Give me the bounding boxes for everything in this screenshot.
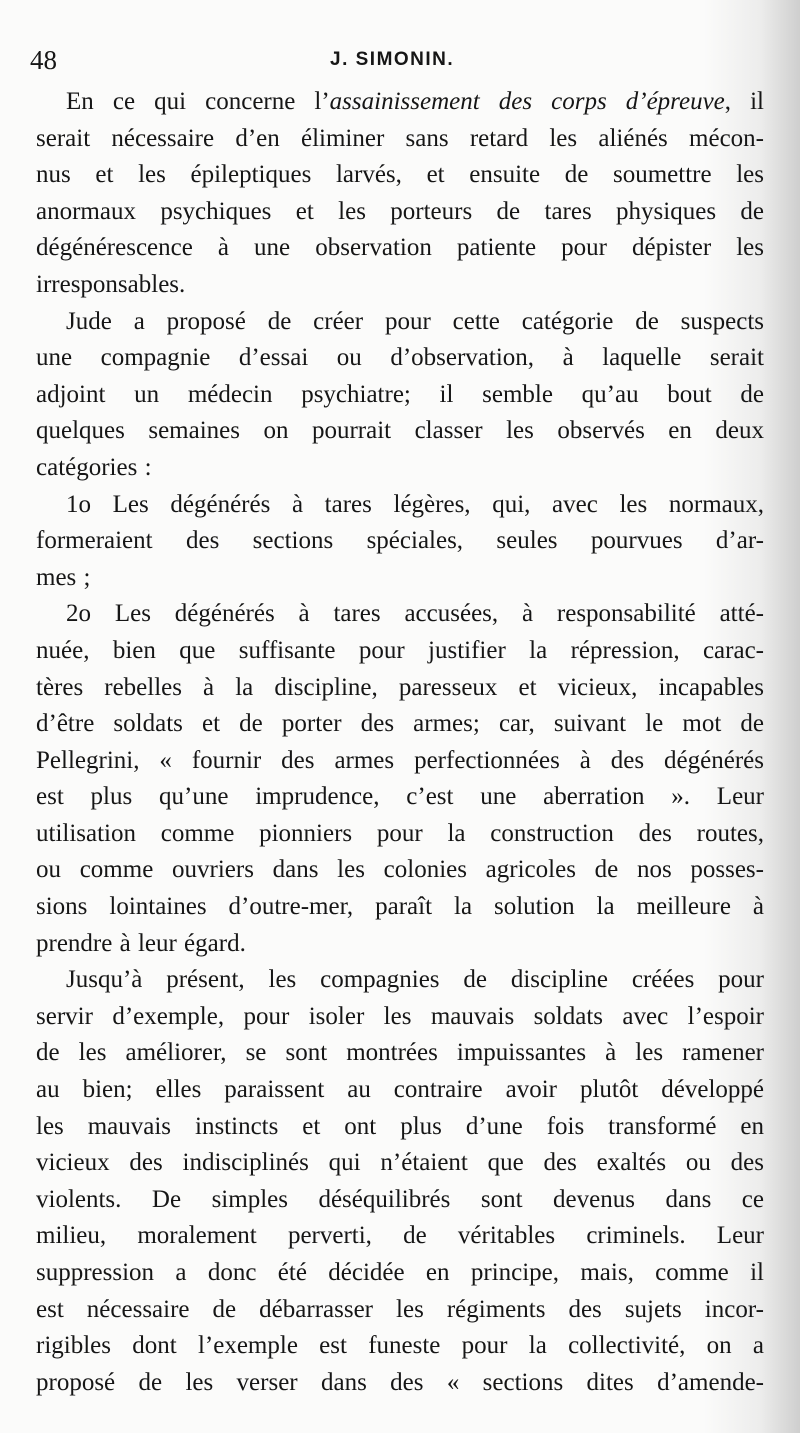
text-line: quelques semaines on pourrait classer les observés en deux: [36, 417, 764, 445]
text-line: utilisation comme pionniers pour la construction des routes,: [36, 819, 764, 847]
text-line: 1o Les dégénérés à tares légères, qui, avec les normaux,: [66, 490, 764, 518]
text-line: vicieux des indisciplinés qui n’étaient que des exaltés ou des: [36, 1149, 764, 1177]
text-line: rigibles dont l’exemple est funeste pour la collectivité, on a: [36, 1332, 764, 1360]
text-line: catégories :: [36, 453, 152, 481]
text-line: Jusqu’à présent, les compagnies de discipline créées pour: [66, 966, 764, 994]
text-line: servir d’exemple, pour isoler les mauvais soldats avec l’espoir: [36, 1002, 764, 1030]
text-line: est plus qu’une imprudence, c’est une aberration ». Leur: [36, 783, 764, 811]
text-line: irresponsables.: [36, 270, 186, 298]
text-line: suppression a donc été décidée en principe, mais, comme il: [36, 1259, 764, 1286]
text-line: est nécessaire de débarrasser les régiments des sujets incor-: [36, 1295, 764, 1323]
text-line: Pellegrini, « fournir des armes perfectionnées à des dégénérés: [36, 746, 764, 774]
text-line: prendre à leur égard.: [36, 929, 246, 957]
text-line: au bien; elles paraissent au contraire avoir plutôt développé: [36, 1076, 764, 1104]
text-line: formeraient des sections spéciales, seules pourvues d’ar-: [36, 527, 764, 555]
text-line: nuée, bien que suffisante pour justifier la répression, carac-: [36, 636, 764, 664]
text-line: tères rebelles à la discipline, paresseux et vicieux, incapables: [36, 673, 764, 701]
text-line: [36, 84, 764, 121]
text-line: violents. De simples déséquilibrés sont devenus dans ce: [36, 1185, 764, 1213]
text-segment: , il: [724, 88, 764, 115]
text-line: nus et les épileptiques larvés, et ensuite de soumettre les: [36, 161, 764, 189]
page-number: 48: [30, 45, 57, 75]
text-line: proposé de les verser dans des « sections dites d’amende-: [36, 1368, 764, 1396]
body-text: [36, 84, 764, 1401]
text-line: 2o Les dégénérés à tares accusées, à responsabilité atté-: [66, 600, 764, 628]
text-line: anormaux psychiques et les porteurs de tares physiques de: [36, 197, 764, 225]
text-line: d’être soldats et de porter des armes; car, suivant le mot de: [36, 710, 764, 738]
page-header: [30, 40, 770, 80]
italic-segment: assainissement des corps d’épreuve: [329, 88, 725, 115]
text-line: les mauvais instincts et ont plus d’une fois transformé en: [36, 1112, 764, 1140]
text-line: milieu, moralement perverti, de véritables criminels. Leur: [36, 1222, 764, 1250]
text-line: adjoint un médecin psychiatre; il semble qu’au bout de: [36, 380, 764, 408]
text-line: sions lointaines d’outre-mer, paraît la solution la meilleure à: [36, 893, 764, 921]
text-line: ou comme ouvriers dans les colonies agricoles de nos posses-: [36, 856, 764, 884]
text-line: de les améliorer, se sont montrées impuissantes à les ramener: [36, 1039, 764, 1067]
running-head: J. SIMONIN.: [330, 49, 455, 70]
text-line: une compagnie d’essai ou d’observation, à laquelle serait: [36, 344, 764, 372]
text-line: serait nécessaire d’en éliminer sans retard les aliénés mécon-: [36, 124, 764, 152]
text-line: Jude a proposé de créer pour cette catégorie de suspects: [66, 307, 764, 335]
text-line: dégénérescence à une observation patiente pour dépister les: [36, 234, 764, 262]
text-segment: En ce qui concerne l’: [66, 88, 330, 115]
text-line: mes ;: [36, 563, 91, 591]
